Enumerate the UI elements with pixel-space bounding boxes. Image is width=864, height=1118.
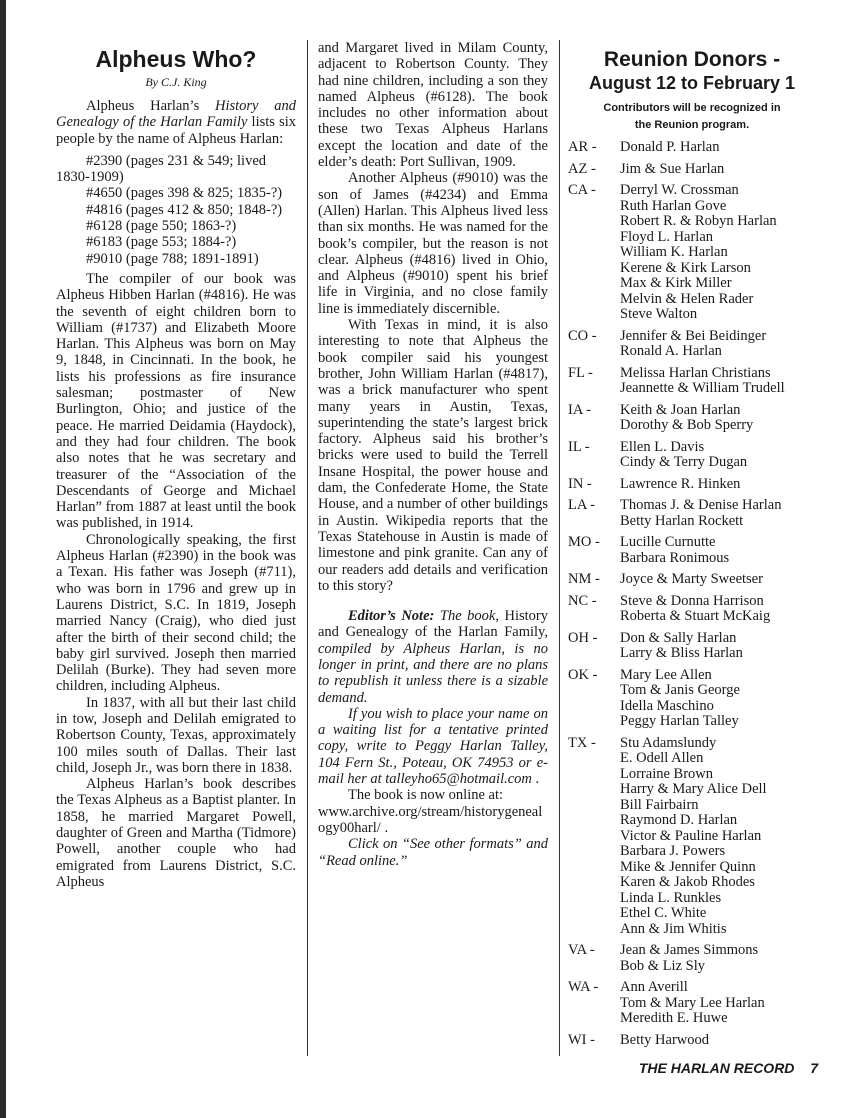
state-code: MO - — [568, 534, 600, 550]
donor-name: Lorraine Brown — [620, 765, 714, 782]
donor-state-group — [568, 980, 816, 1027]
donor-name: Melvin & Helen Rader — [620, 290, 754, 307]
article-paragraph: Chronologically speaking, the first Alpheus Harlan (#2390) in the book was a Texan. His father was Joseph (#711), who was born in 1796 and grew up in Laurens District, S.C. In 1819, Joseph married Nancy (Craig), who died just after the birth of their second child; the baby girl survived. Joseph then married Delilah (Burke). They had seven more children, including Alpheus. — [56, 531, 296, 695]
donor-names — [620, 535, 816, 566]
intro-book-title: History and Genealogy of the Harlan Family — [56, 98, 296, 131]
state-code: OH - — [568, 629, 598, 646]
state-code: NM - — [568, 571, 600, 587]
editors-note-paragraph — [318, 706, 548, 787]
article-paragraph: and Margaret lived in Milam County, adjacent to Robertson County. They had nine children, including a son they named Alpheus (#6128). The book includes no other information about these two Texas Alpheus Harlans except the location and date of the elder’s death: Port Sullivan, 1909. — [318, 40, 548, 171]
donor-name: Ann Averill — [620, 979, 688, 995]
donor-state-group — [568, 1033, 816, 1049]
donor-names — [620, 736, 816, 938]
intro-text-end: lists six people by the name of Alpheus Harlan: — [56, 114, 296, 147]
donor-name: Cindy & Terry Dugan — [620, 454, 748, 470]
editors-note-paragraph: The book is now online at: — [348, 787, 504, 804]
donor-name: Ellen L. Davis — [620, 438, 705, 455]
donor-name: William K. Harlan — [620, 244, 728, 260]
donors-title: Reunion Donors - — [603, 48, 781, 71]
donor-state-group — [568, 572, 816, 588]
state-code: TX - — [568, 734, 596, 751]
donor-name: Larry & Bliss Harlan — [620, 645, 743, 661]
reference-item: #4816 (pages 412 & 850; 1848-?) — [86, 201, 283, 218]
donor-state-group — [568, 329, 816, 360]
donor-name: Bill Fairbairn — [620, 796, 699, 813]
donor-name: Harry & Mary Alice Dell — [620, 781, 767, 797]
state-code: FL - — [568, 364, 593, 381]
donors-column — [568, 40, 816, 1054]
donor-name: Linda L. Runkles — [620, 889, 722, 906]
donor-name: Max & Kirk Miller — [620, 275, 732, 291]
donor-state-group — [568, 535, 816, 566]
donor-name: Roberta & Stuart McKaig — [620, 608, 771, 624]
donor-state-group — [568, 403, 816, 434]
archive-url: www.archive.org/stream/historygenealogy00harl/ . — [318, 803, 543, 836]
donor-name: Mary Lee Allen — [620, 666, 712, 683]
donor-names — [620, 572, 816, 588]
reference-item: #2390 (pages 231 & 549; lived 1830-1909) — [56, 152, 267, 186]
donor-names — [620, 943, 816, 974]
donor-name: Karen & Jakob Rhodes — [620, 874, 755, 890]
state-code: OK - — [568, 666, 598, 683]
donor-name: Derryl W. Crossman — [620, 182, 739, 198]
page-edge — [0, 0, 6, 1118]
donor-name: Jeannette & William Trudell — [620, 380, 785, 396]
note-text: and “Read online.” — [318, 836, 549, 869]
donor-name: Floyd L. Harlan — [620, 228, 714, 245]
donor-name: Donald P. Harlan — [620, 139, 720, 155]
note-text: If you wish to place your name on a waiting list for a tentative printed copy, write to Peggy Harlan Talley, 104 Fern St., Poteau, OK 74953 or e-mail her at talleyho65@hotmail.com — [318, 705, 548, 788]
donor-names — [620, 668, 816, 730]
article-column-2 — [318, 40, 548, 869]
donor-name: Steve Walton — [620, 306, 698, 322]
donor-name: Tom & Mary Lee Harlan — [620, 994, 765, 1011]
article-intro — [56, 98, 296, 147]
donor-name: Barbara Ronimous — [620, 549, 730, 566]
donor-name: Meredith E. Huwe — [620, 1010, 728, 1026]
donor-name: Mike & Jennifer Quinn — [620, 858, 756, 875]
donor-name: Lawrence R. Hinken — [620, 475, 741, 492]
donor-name: E. Odell Allen — [620, 750, 704, 766]
state-code: CO - — [568, 327, 597, 344]
donor-name: Kerene & Kirk Larson — [620, 259, 751, 276]
donor-list — [568, 140, 816, 1048]
state-code: WI - — [568, 1031, 595, 1048]
donor-name: Ruth Harlan Gove — [620, 197, 727, 214]
donor-names — [620, 498, 816, 529]
donor-name: Stu Adamslundy — [620, 734, 717, 751]
donor-names — [620, 631, 816, 662]
editors-note-paragraph — [318, 836, 548, 869]
donor-names — [620, 403, 816, 434]
donor-names — [620, 183, 816, 323]
donor-name: Keith & Joan Harlan — [620, 401, 741, 418]
donor-state-group — [568, 498, 816, 529]
article-paragraph: With Texas in mind, it is also interesting to note that Alpheus the book compiler said his youngest brother, John William Harlan (#4817), was a brick manufacturer who spent many years in Austin, Texas, superintending the state’s largest brick factory. Alpheus said his brother’s bricks were used to build the Terrell Insane Hospital, the power house and dam, the Confederate Home, the State House, and a number of other buildings in Austin. Wikipedia reports that the Texas Statehouse in Austin is made of limestone and pink granite. Can any of our readers add details and verification to this story? — [318, 317, 548, 594]
article-paragraph: The compiler of our book was Alpheus Hibben Harlan (#4816). He was the seventh of eight children born to William (#1737) and Elizabeth Moore Harlan. This Alpheus was born on May 9, 1848, in Cincinnati. In the book, he lists his professions as fire insurance salesman; postmaster of New Burlington, Ohio; and justice of the peace. He married Deidamia (Haydock), and they had four children. The book also notes that he was secretary and treasurer of the “Association of the Descendants of George and Michael Harlan” from 1887 at least until the book was published, in 1914. — [56, 270, 296, 532]
intro-text: Alpheus Harlan’s — [86, 98, 215, 114]
publication-name: THE HARLAN RECORD — [638, 1060, 795, 1076]
page-footer — [639, 1060, 818, 1076]
donors-subtitle: August 12 to February 1 — [588, 73, 796, 93]
state-code: AZ - — [568, 160, 596, 177]
note-text: The book, — [434, 608, 505, 625]
column-divider — [307, 40, 308, 1056]
state-code: VA - — [568, 942, 595, 958]
contributors-note-line: Contributors will be recognized in — [603, 102, 781, 114]
donor-state-group — [568, 162, 816, 178]
donor-name: Peggy Harlan Talley — [620, 713, 739, 729]
donor-name: Jennifer & Bei Beidinger — [620, 327, 767, 344]
donor-names — [620, 980, 816, 1027]
donor-names — [620, 140, 816, 156]
donor-name: Ethel C. White — [620, 905, 707, 921]
article-paragraph: Alpheus Harlan’s book describes the Texas Alpheus as a Baptist planter. In 1858, he married Margaret Powell, daughter of Green and Martha (Tidmore) Powell, another couple who had emigrated from Laurens District, S.C. Alpheus — [56, 776, 296, 890]
article-column-1 — [56, 40, 296, 890]
donor-name: Tom & Janis George — [620, 682, 740, 698]
state-code: CA - — [568, 182, 596, 198]
contributors-note-line: the Reunion program. — [634, 119, 750, 131]
article-paragraph: In 1837, with all but their last child in tow, Joseph and Delilah emigrated to Robertson County, Texas, approximately 100 miles south of Dallas. Their last child, Joseph Jr., was born there in 1838. — [56, 694, 296, 776]
donor-name: Betty Harlan Rockett — [620, 512, 744, 529]
state-code: WA - — [568, 979, 599, 995]
state-code: NC - — [568, 592, 597, 609]
note-text: . — [531, 771, 540, 788]
donor-state-group — [568, 183, 816, 323]
editors-note — [318, 608, 548, 869]
donor-name: Idella Maschino — [620, 697, 714, 714]
column-divider — [559, 40, 560, 1056]
donor-names — [620, 162, 816, 178]
article-title: Alpheus Who? — [95, 46, 257, 72]
donor-name: Bob & Liz Sly — [620, 957, 705, 974]
note-text: Click on “See other formats” — [348, 836, 522, 853]
donor-name: Ronald A. Harlan — [620, 343, 722, 359]
donor-state-group — [568, 140, 816, 156]
donor-name: Dorothy & Bob Sperry — [620, 417, 754, 433]
editors-note-paragraph — [318, 608, 548, 706]
donor-state-group — [568, 668, 816, 730]
reference-item: #6183 (page 553; 1884-?) — [86, 234, 237, 251]
state-code: AR - — [568, 139, 597, 155]
donor-names — [620, 594, 816, 625]
reference-item: #9010 (page 788; 1891-1891) — [86, 250, 259, 267]
article-byline: By C.J. King — [145, 75, 207, 89]
reference-item: #4650 (pages 398 & 825; 1835-?) — [86, 185, 283, 202]
donor-state-group — [568, 477, 816, 493]
contributors-note — [568, 100, 816, 134]
state-code: IL - — [568, 438, 590, 455]
page-number: 7 — [810, 1060, 818, 1076]
donor-names — [620, 329, 816, 360]
donor-state-group — [568, 440, 816, 471]
donor-name: Raymond D. Harlan — [620, 812, 738, 828]
donor-state-group — [568, 366, 816, 397]
reference-item: #6128 (page 550; 1863-?) — [86, 218, 237, 235]
editors-note-label: Editor’s Note: — [348, 608, 435, 625]
donor-state-group — [568, 736, 816, 938]
donor-name: Barbara J. Powers — [620, 843, 726, 859]
donor-names — [620, 477, 816, 493]
note-text: compiled by Alpheus Harlan, is no longer in print, and there are no plans to republish it unless there is a sizable demand. — [318, 640, 548, 706]
donor-names — [620, 440, 816, 471]
donor-name: Steve & Donna Harrison — [620, 592, 764, 609]
donor-name: Ann & Jim Whitis — [620, 920, 727, 937]
donor-state-group — [568, 943, 816, 974]
donor-name: Melissa Harlan Christians — [620, 364, 771, 381]
donor-name: Betty Harwood — [620, 1031, 709, 1048]
donor-name: Don & Sally Harlan — [620, 629, 737, 646]
donor-name: Victor & Pauline Harlan — [620, 827, 762, 844]
donor-names — [620, 366, 816, 397]
donor-state-group — [568, 594, 816, 625]
donor-names — [620, 1033, 816, 1049]
donor-name: Jean & James Simmons — [620, 942, 759, 958]
donor-name: Lucille Curnutte — [620, 534, 716, 550]
donor-name: Thomas J. & Denise Harlan — [620, 497, 782, 513]
state-code: LA - — [568, 497, 595, 513]
reference-list — [56, 153, 296, 267]
donor-name: Robert R. & Robyn Harlan — [620, 213, 777, 229]
donor-name: Joyce & Marty Sweetser — [620, 571, 763, 587]
state-code: IA - — [568, 401, 591, 418]
state-code: IN - — [568, 475, 592, 492]
note-book-title: History and Genealogy of the Harlan Family, — [318, 608, 549, 641]
donor-name: Jim & Sue Harlan — [620, 160, 725, 177]
article-paragraph: Another Alpheus (#9010) was the son of James (#4234) and Emma (Allen) Harlan. This Alpheus lived less than six months. He was named for the book’s compiler, but the reason is not clear. Alpheus (#4816) lived in Ohio, and Alpheus (#9010) spent his brief life in Virginia, and no close family line is immediately discernible. — [318, 170, 548, 317]
donor-state-group — [568, 631, 816, 662]
